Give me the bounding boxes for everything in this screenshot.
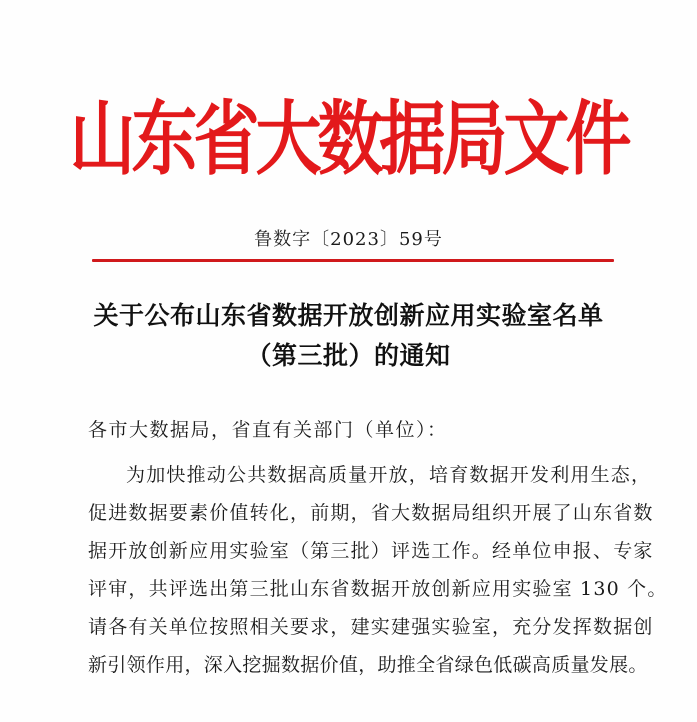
title-line-1: 关于公布山东省数据开放创新应用实验室名单 xyxy=(93,301,604,330)
document-title xyxy=(0,296,697,376)
body-paragraph xyxy=(88,456,668,684)
issuer-masthead: 山东省大数据局文件 xyxy=(69,91,628,187)
body-line: 评审，共评选出第三批山东省数据开放创新应用实验室 130 个。 xyxy=(88,578,668,600)
title-line-2: （第三批）的通知 xyxy=(246,341,451,370)
body-line: 请各有关单位按照相关要求，建实建强实验室，充分发挥数据创 xyxy=(88,616,654,638)
body-line: 促进数据要素价值转化，前期，省大数据局组织开展了山东省数 xyxy=(88,502,654,524)
document-number: 鲁数字〔2023〕59号 xyxy=(254,229,443,250)
body-line: 据开放创新应用实验室（第三批）评选工作。经单位申报、专家 xyxy=(88,540,654,562)
red-divider-rule xyxy=(92,259,614,262)
salutation: 各市大数据局，省直有关部门（单位）： xyxy=(88,419,448,441)
body-line: 新引领作用，深入挖掘数据价值，助推全省绿色低碳高质量发展。 xyxy=(88,654,648,676)
body-line: 为加快推动公共数据高质量开放，培育数据开发利用生态， xyxy=(126,464,652,486)
